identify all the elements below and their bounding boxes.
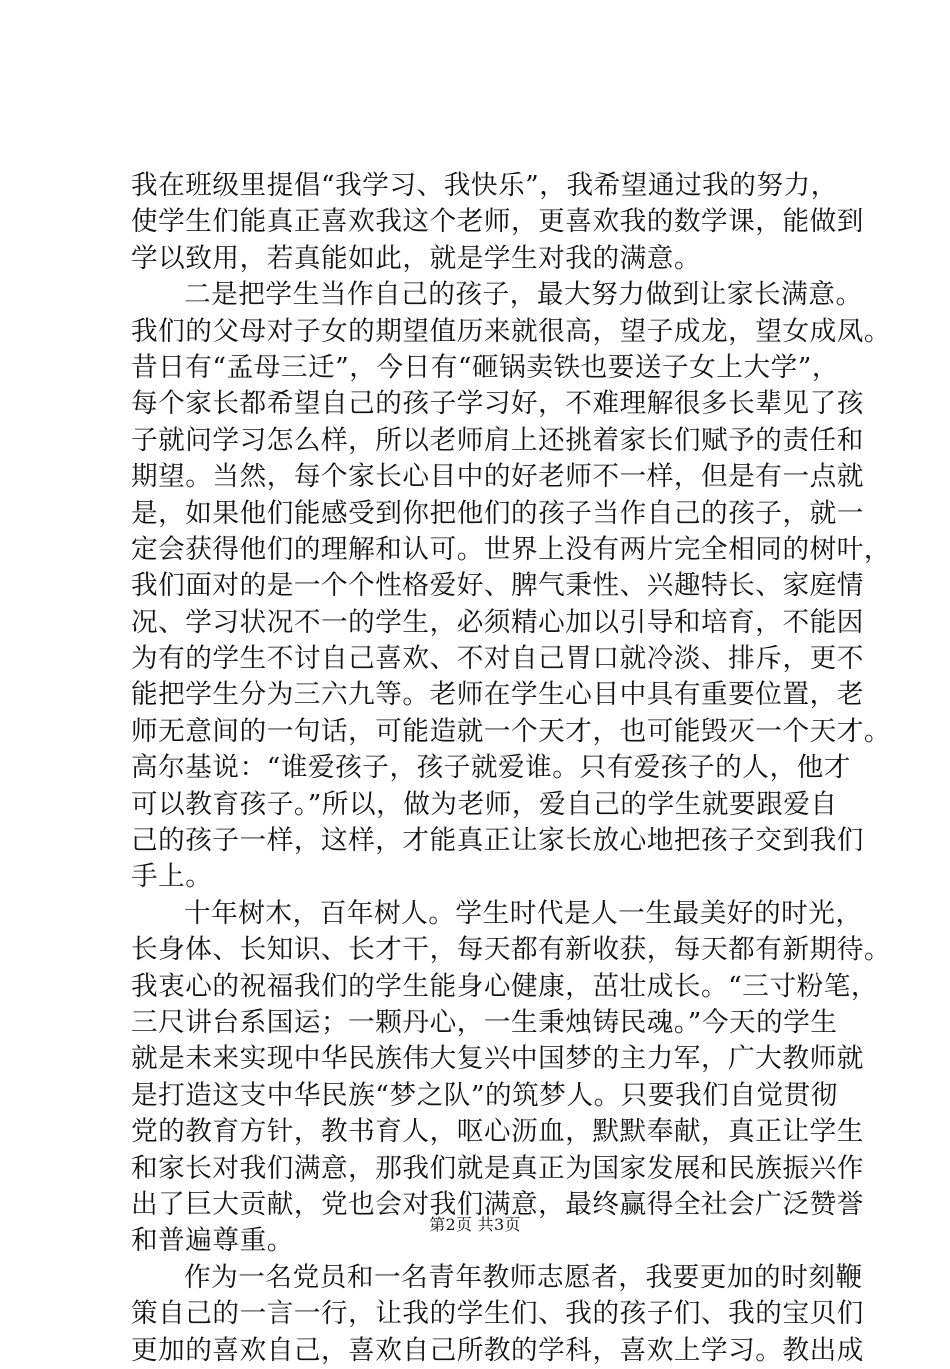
text-line: 期望。当然，每个家长心目中的好老师不一样，但是有一点就 [131, 461, 864, 493]
text-line: 己的孩子一样，这样，才能真正让家长放心地把孩子交到我们 [131, 825, 864, 857]
text-line: 党的教育方针，教书育人，呕心沥血，默默奉献，真正让学生 [131, 1116, 864, 1148]
text-line: 子就问学习怎么样，所以老师肩上还挑着家长们赋予的责任和 [131, 424, 864, 456]
text-line: 可以教育孩子。”所以，做为老师，爱自己的学生就要跟爱自 [131, 788, 838, 820]
text-line: 学以致用，若真能如此，就是学生对我的满意。 [131, 242, 702, 274]
text-line: 我衷心的祝福我们的学生能身心健康，茁壮成长。“三寸粉笔， [131, 970, 879, 1002]
text-line: 我们的父母对子女的期望值历来就很高，望子成龙，望女成凤。 [131, 315, 892, 347]
text-line: 师无意间的一句话，可能造就一个天才，也可能毁灭一个天才。 [131, 715, 892, 747]
document-body [131, 168, 892, 1369]
text-line: 就是未来实现中华民族伟大复兴中国梦的主力军，广大教师就 [131, 1043, 864, 1075]
text-line: 二是把学生当作自己的孩子，最大努力做到让家长满意。 [184, 279, 863, 311]
text-line: 定会获得他们的理解和认可。世界上没有两片完全相同的树叶， [131, 533, 892, 565]
text-line: 十年树木，百年树人。学生时代是人一生最美好的时光， [184, 897, 863, 929]
text-line: 三尺讲台系国运；一颗丹心，一生秉烛铸民魂。”今天的学生 [131, 1006, 838, 1038]
text-line: 和家长对我们满意，那我们就是真正为国家发展和民族振兴作 [131, 1152, 864, 1184]
text-line: 为有的学生不讨自己喜欢、不对自己胃口就冷淡、排斥，更不 [131, 643, 864, 675]
text-line: 使学生们能真正喜欢我这个老师，更喜欢我的数学课，能做到 [131, 206, 864, 238]
text-line: 能把学生分为三六九等。老师在学生心目中具有重要位置，老 [131, 679, 864, 711]
text-line: 昔日有“孟母三迁”，今日有“砸锅卖铁也要送子女上大学”， [131, 351, 840, 383]
text-line: 我在班级里提倡“我学习、我快乐”，我希望通过我的努力， [131, 170, 838, 201]
page-footer: 第2页 共3页 [429, 1215, 521, 1234]
text-line: 更加的喜欢自己，喜欢自己所教的学科，喜欢上学习。教出成 [131, 1334, 864, 1366]
text-line: 长身体、长知识、长才干，每天都有新收获，每天都有新期待。 [131, 934, 892, 966]
text-line: 出了巨大贡献，党也会对我们满意，最终赢得全社会广泛赞誉 [131, 1188, 864, 1220]
text-line: 每个家长都希望自己的孩子学习好，不难理解很多长辈见了孩 [131, 388, 864, 420]
text-line: 手上。 [131, 861, 213, 893]
text-line: 策自己的一言一行，让我的学生们、我的孩子们、我的宝贝们 [131, 1298, 864, 1330]
text-line: 况、学习状况不一的学生，必须精心加以引导和培育，不能因 [131, 606, 864, 638]
text-line: 我们面对的是一个个性格爱好、脾气秉性、兴趣特长、家庭情 [131, 570, 864, 602]
text-line: 和普遍尊重。 [131, 1225, 294, 1257]
text-line: 高尔基说：“谁爱孩子，孩子就爱谁。只有爱孩子的人，他才 [131, 752, 851, 784]
text-line: 是，如果他们能感受到你把他们的孩子当作自己的孩子，就一 [131, 497, 864, 529]
text-line: 作为一名党员和一名青年教师志愿者，我要更加的时刻鞭 [184, 1261, 863, 1293]
text-line: 是打造这支中华民族“梦之队”的筑梦人。只要我们自觉贯彻 [131, 1079, 838, 1111]
